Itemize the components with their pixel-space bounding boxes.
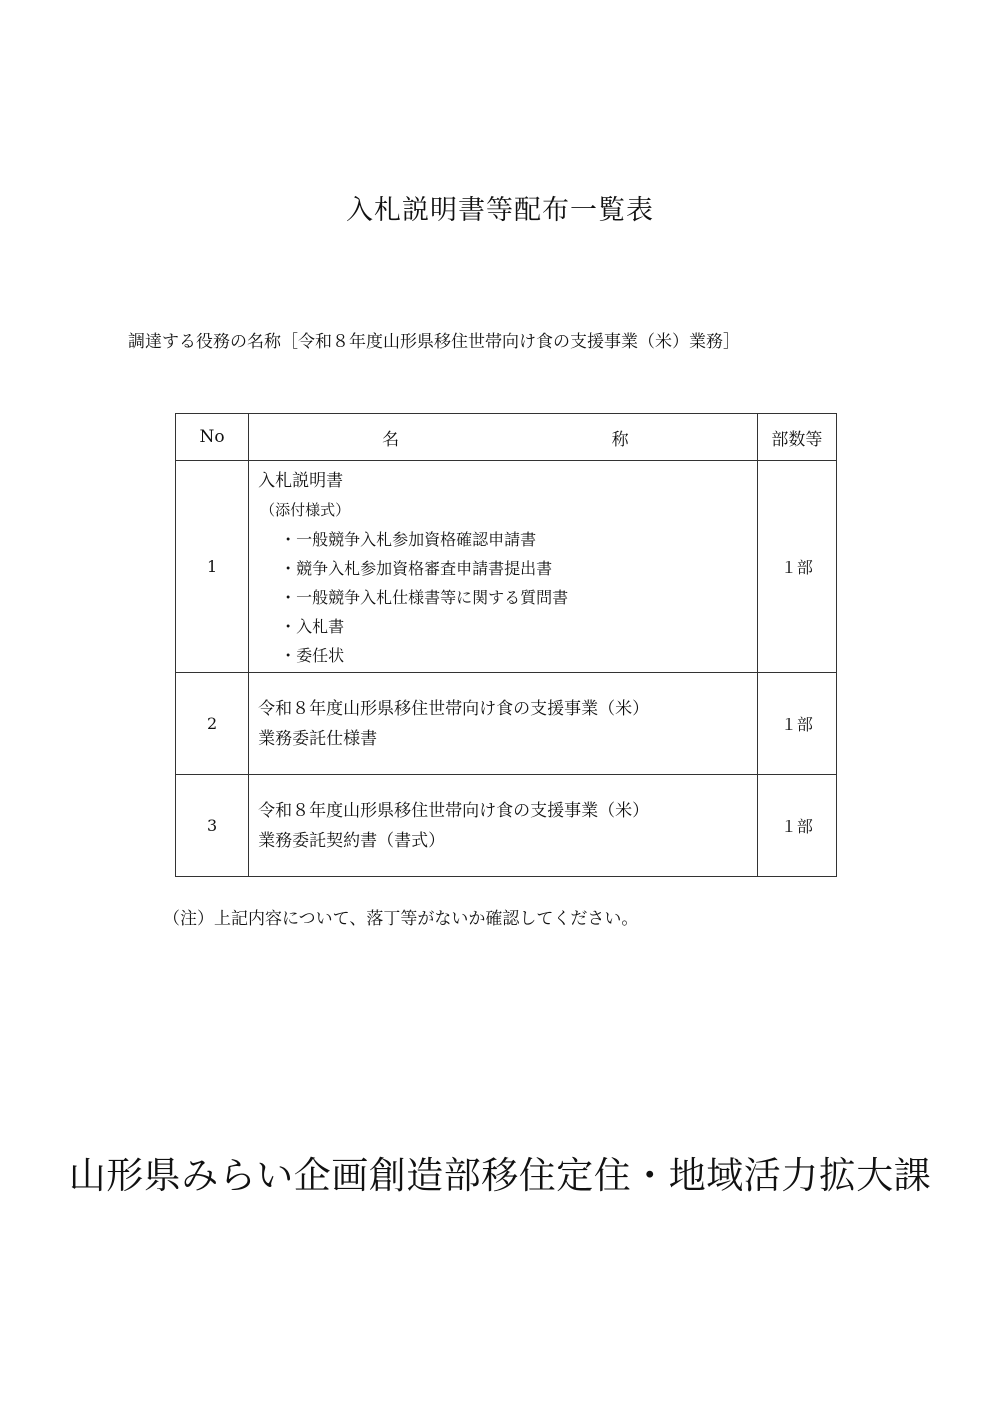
header-no: No xyxy=(176,414,249,461)
list-item: ・一般競争入札参加資格確認申請書 xyxy=(280,530,537,549)
procurement-subject: 調達する役務の名称［令和８年度山形県移住世帯向け食の支援事業（米）業務］ xyxy=(128,332,740,352)
row-copies: １部 xyxy=(757,673,836,775)
row-name xyxy=(249,673,758,775)
table-header-row xyxy=(176,414,837,461)
list-item: ・一般競争入札仕様書等に関する質問書 xyxy=(280,588,569,607)
department-name: 山形県みらい企画創造部移住定住・地域活力拡大課 xyxy=(68,1154,932,1197)
row-title: 入札説明書 xyxy=(258,471,344,491)
table-row xyxy=(176,775,837,877)
header-copies: 部数等 xyxy=(757,414,836,461)
list-item: ・委任状 xyxy=(280,646,345,665)
row-line: 業務委託契約書（書式） xyxy=(258,830,446,851)
row-name xyxy=(249,775,758,877)
header-name xyxy=(249,414,758,461)
table-row xyxy=(176,461,837,673)
distribution-table xyxy=(175,413,837,877)
row-line: 令和８年度山形県移住世帯向け食の支援事業（米） xyxy=(258,698,650,719)
table-row xyxy=(176,673,837,775)
row-line: 業務委託仕様書 xyxy=(258,728,378,749)
row-no: 2 xyxy=(176,673,249,775)
header-name-left: 名 xyxy=(382,429,400,450)
row-no: 3 xyxy=(176,775,249,877)
row-no: 1 xyxy=(176,461,249,673)
row-copies: １部 xyxy=(757,775,836,877)
row-subtitle: （添付様式） xyxy=(260,501,351,519)
note-text: （注）上記内容について、落丁等がないか確認してください。 xyxy=(163,909,639,929)
row-copies: １部 xyxy=(757,461,836,673)
header-name-right: 称 xyxy=(611,429,629,450)
document-title: 入札説明書等配布一覧表 xyxy=(346,195,654,226)
list-item: ・入札書 xyxy=(280,617,345,636)
row-name xyxy=(249,461,758,673)
row-line: 令和８年度山形県移住世帯向け食の支援事業（米） xyxy=(258,800,650,821)
list-item: ・競争入札参加資格審査申請書提出書 xyxy=(280,559,553,578)
